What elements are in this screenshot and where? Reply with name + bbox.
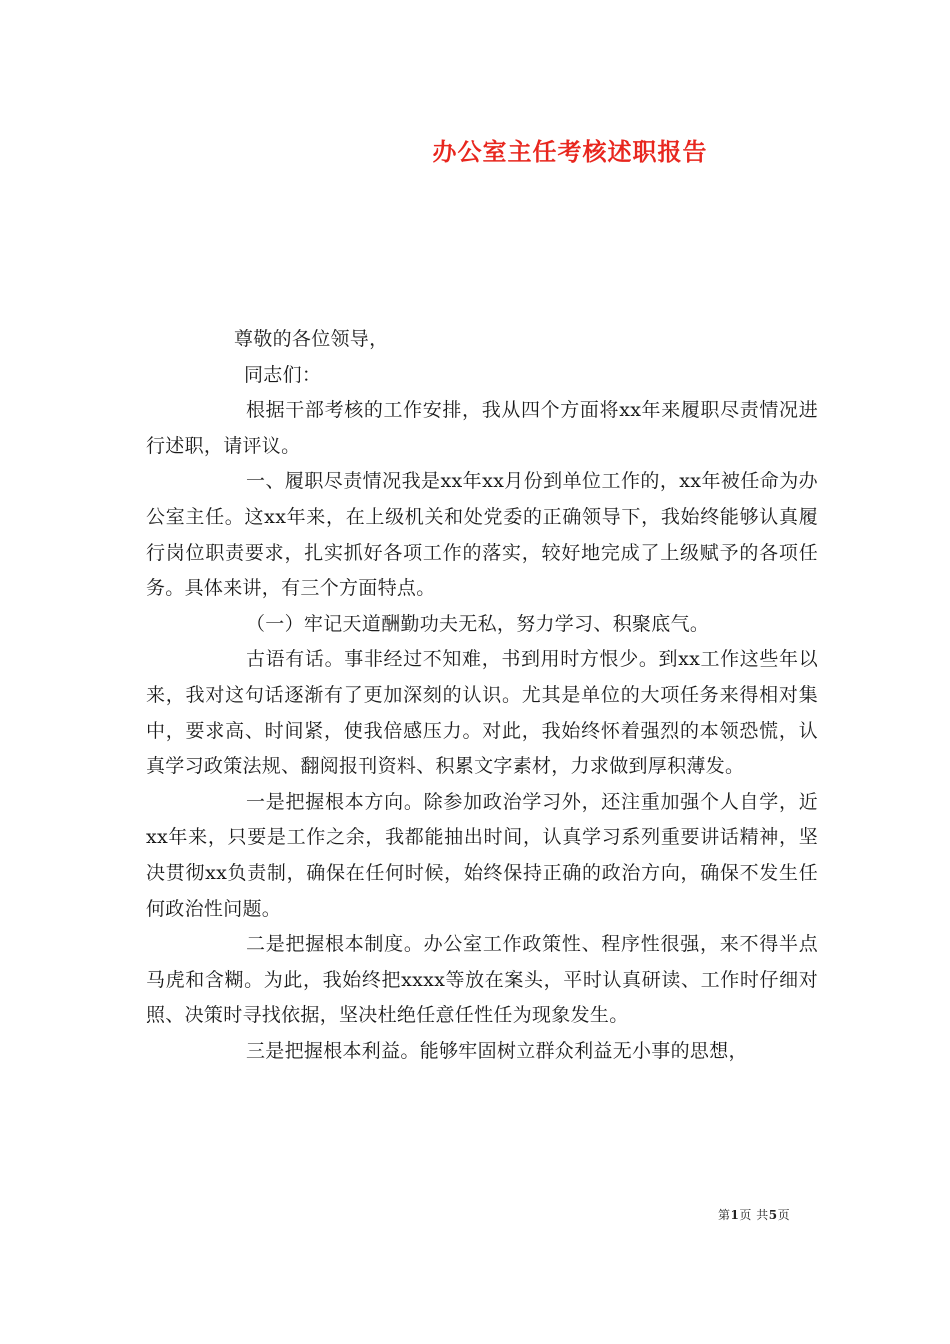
paragraph: 一是把握根本方向。除参加政治学习外，还注重加强个人自学，近xx年来，只要是工作之余，我都能抽出时间，认真学习系列重要讲话精神，坚决贯彻xx负责制，确保在任何时候，始终保持正确的政治方向，确保不发生任何政治性问题。: [146, 790, 818, 920]
section-heading: （一）牢记天道酬勤功夫无私，努力学习、积聚底气。: [246, 612, 710, 635]
paragraph: 三是把握根本利益。能够牢固树立群众利益无小事的思想，: [246, 1039, 748, 1062]
footer-current-page: 1: [730, 1208, 740, 1222]
paragraph: 根据干部考核的工作安排，我从四个方面将xx年来履职尽责情况进行述职，请评议。: [146, 399, 818, 457]
paragraph: 二是把握根本制度。办公室工作政策性、程序性很强，来不得半点马虎和含糊。为此，我始终把xxxx等放在案头，平时认真研读、工作时仔细对照、决策时寻找依据，坚决杜绝任意任性任为现象发生。: [146, 933, 818, 1027]
paragraph: 古语有话。事非经过不知难，书到用时方恨少。到xx工作这些年以来，我对这句话逐渐有了更加深刻的认识。尤其是单位的大项任务来得相对集中，要求高、时间紧，使我倍感压力。对此，我始终怀着强烈的本领恐慌，认真学习政策法规、翻阅报刊资料、积累文字素材，力求做到厚积薄发。: [146, 648, 818, 778]
greeting-line: 尊敬的各位领导，: [234, 328, 389, 350]
footer-total-pages: 5: [768, 1208, 778, 1222]
document-title: 办公室主任考核述职报告: [432, 137, 708, 166]
greeting-line-2: 同志们：: [244, 363, 322, 386]
footer-middle: 页 共: [739, 1208, 769, 1222]
footer-suffix: 页: [777, 1208, 791, 1222]
footer-prefix: 第: [718, 1208, 731, 1222]
paragraph: 一、履职尽责情况我是xx年xx月份到单位工作的，xx年被任命为办公室主任。这xx年来，在上级机关和处党委的正确领导下，我始终能够认真履行岗位职责要求，扎实抓好各项工作的落实，较好地完成了上级赋予的各项任务。具体来讲，有三个方面特点。: [146, 470, 818, 600]
page-footer: [718, 1206, 790, 1223]
document-body: [146, 322, 818, 1069]
